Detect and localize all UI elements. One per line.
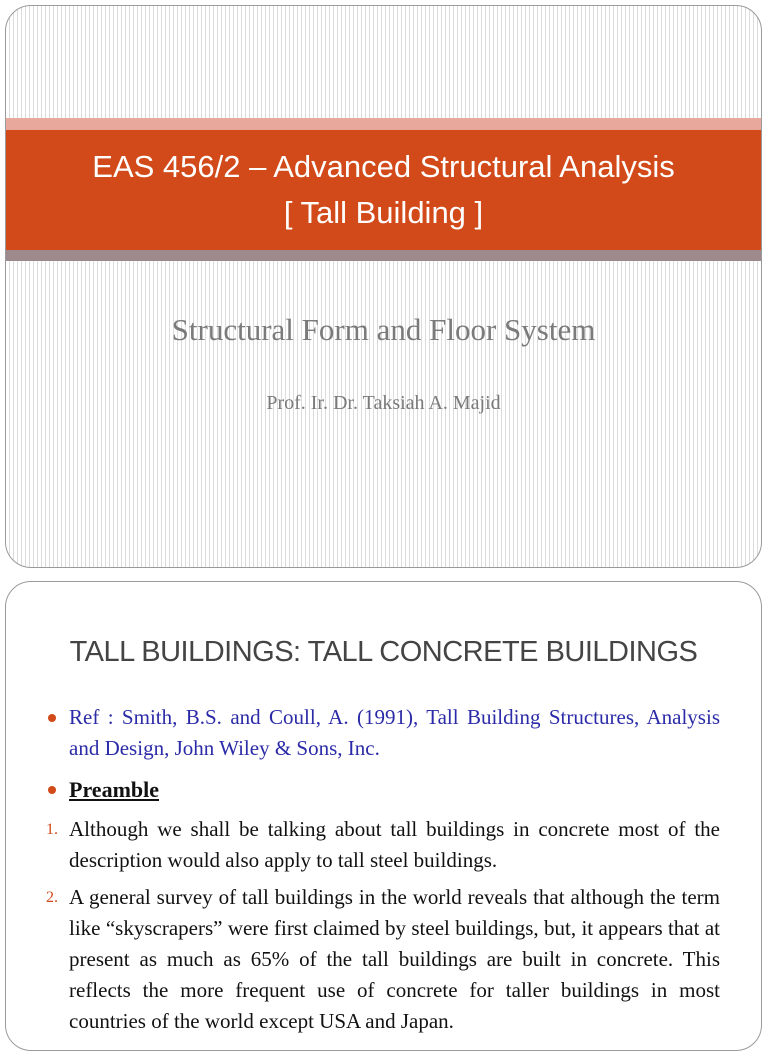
reference-text: Ref : Smith, B.S. and Coull, A. (1991), Tall Building Structures, Analysis and Design, John Wiley & Sons, Inc. (69, 705, 720, 760)
preamble-bullet (30, 774, 720, 805)
title-band-bottom-stripe (6, 250, 761, 261)
title-slide (5, 5, 762, 568)
reference-bullet (30, 702, 720, 764)
slide-heading: TALL BUILDINGS: TALL CONCRETE BUILDINGS (69, 636, 698, 668)
content-slide (5, 581, 762, 1051)
list-item (30, 814, 720, 876)
course-title: EAS 456/2 – Advanced Structural Analysis (92, 149, 675, 184)
bullet-dot-icon (48, 786, 56, 794)
title-band (6, 130, 761, 250)
author-name: Prof. Ir. Dr. Taksiah A. Majid (266, 392, 501, 414)
list-item-text: Although we shall be talking about tall buildings in concrete most of the description would also apply to tall steel buildings. (69, 817, 720, 872)
bullet-dot-icon (48, 714, 56, 722)
lecture-title: Structural Form and Floor System (171, 312, 596, 347)
list-number: 2. (46, 889, 58, 906)
list-number: 1. (46, 821, 58, 838)
list-item (30, 882, 720, 1037)
preamble-heading: Preamble (69, 777, 160, 802)
title-band-top-stripe (6, 118, 761, 130)
list-item-text: A general survey of tall buildings in the world reveals that although the term like “skyscrapers” were first claimed by steel buildings, but, it appears that at present as much as 65% of the tall buildings are built in concrete. This reflects the more frequent use of concrete for taller buildings in most countries of the world except USA and Japan. (69, 885, 720, 1033)
course-subtitle: [ Tall Building ] (283, 195, 484, 230)
